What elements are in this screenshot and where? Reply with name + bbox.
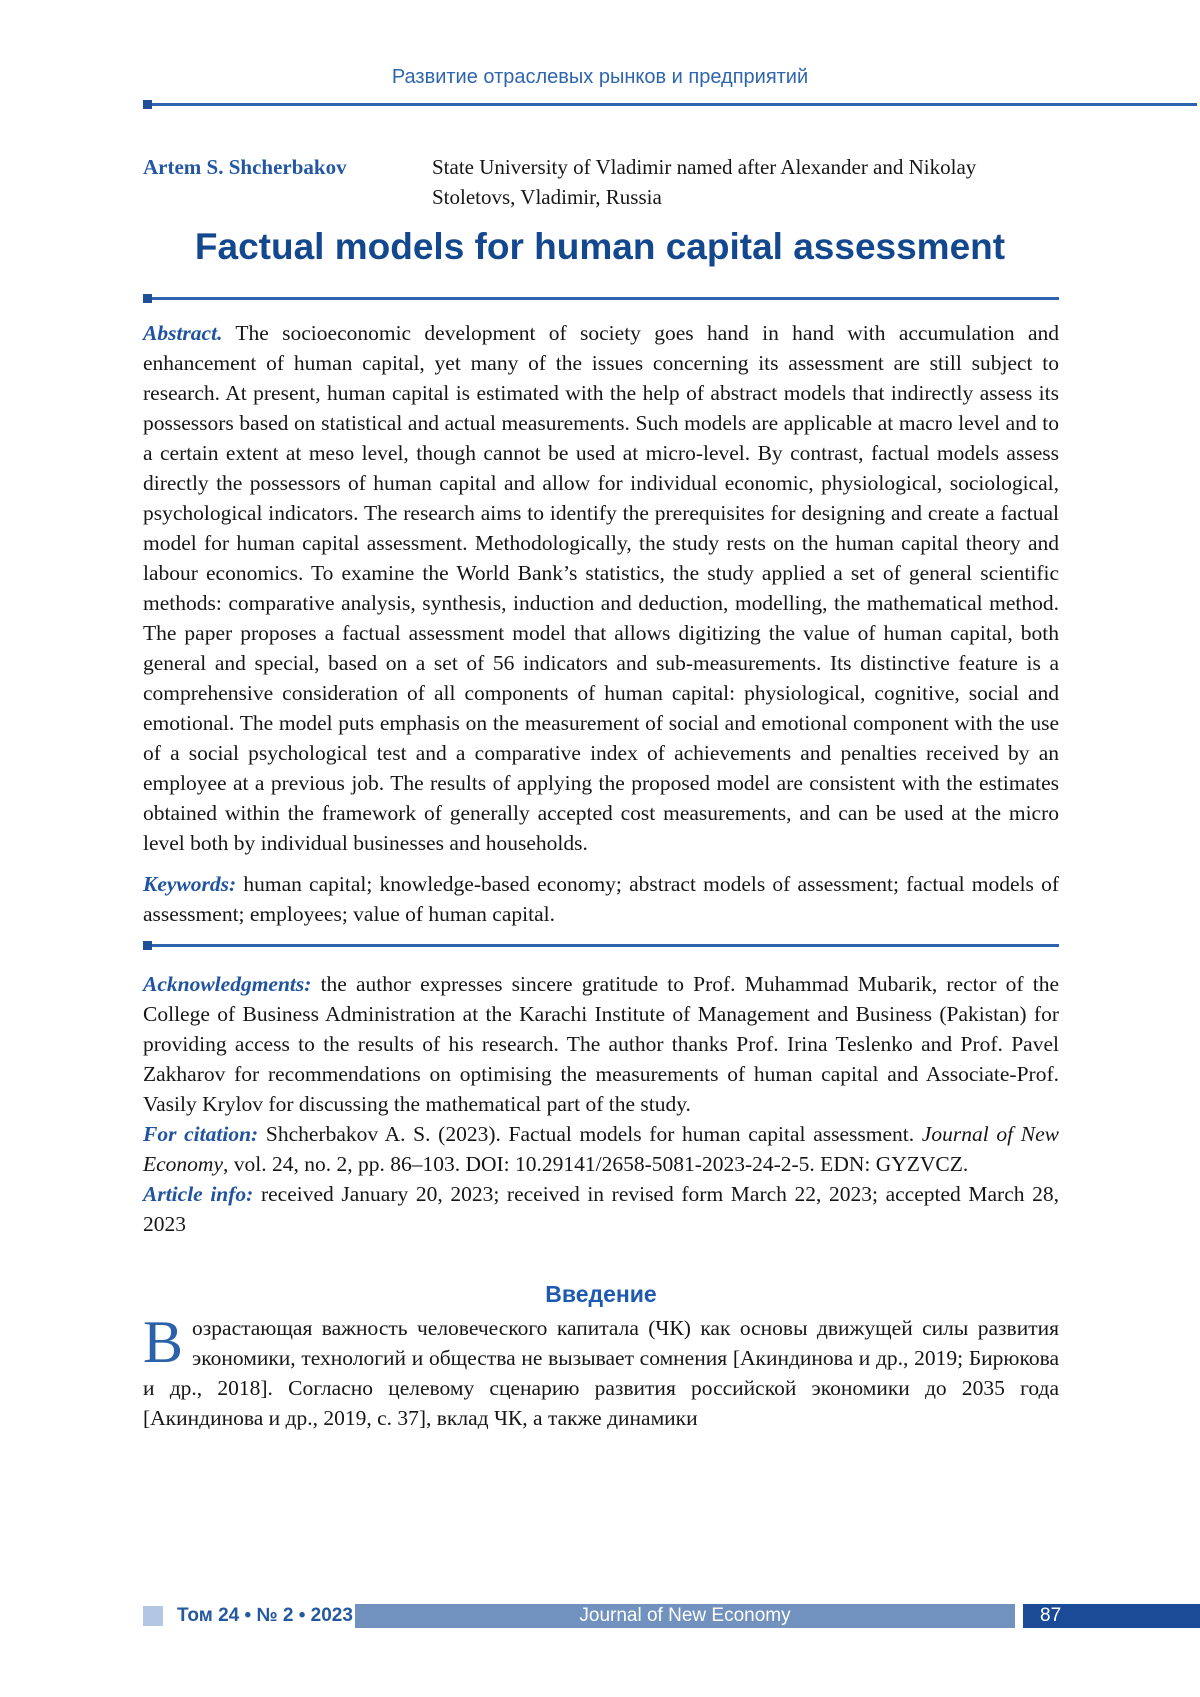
header-rule-square-icon: [143, 100, 152, 109]
author-block: [143, 152, 1059, 212]
introduction-paragraph: [143, 1309, 1059, 1433]
abstract-label: Abstract.: [143, 321, 223, 345]
article-info-text: received January 20, 2023; received in revised form March 22, 2023; accepted March 28, 2023: [143, 1182, 1059, 1236]
abstract-text: The socioeconomic development of society goes hand in hand with accumulation and enhancement of human capital, yet many of the issues concerning its assessment are still subject to research. At present, human capital is estimated with the help of abstract models that indirectly assess its possessors based on statistical and actual measurements. Such models are applicable at macro level and to a certain extent at meso level, though cannot be used at micro-level. By contrast, factual models assess directly the possessors of human capital and allow for individual economic, physiological, sociological, psychological indicators. The research aims to identify the prerequisites for designing and create a factual model for human capital assessment. Methodologically, the study rests on the human capital theory and labour economics. To examine the World Bank’s statistics, the study applied a set of general scientific methods: comparative analysis, synthesis, induction and deduction, modelling, the mathematical method. The paper proposes a factual assessment model that allows digitizing the value of human capital, both general and special, based on a set of 56 indicators and sub-measurements. Its distinctive feature is a comprehensive consideration of all components of human capital: physiological, cognitive, social and emotional. The model puts emphasis on the measurement of social and emotional component with the use of a social psychological test and a comparative index of achievements and penalties received by an employee at a previous job. The results of applying the proposed model are consistent with the estimates obtained within the framework of generally accepted cost measurements, and can be used at the micro level both by individual businesses and households.: [143, 321, 1059, 855]
article-info-label: Article info:: [143, 1182, 254, 1206]
keywords-rule-square-icon: [143, 941, 152, 950]
keywords-label: Keywords:: [143, 872, 237, 896]
article-content: [143, 318, 1059, 1433]
keywords-text: human capital; knowledge-based economy; abstract models of assessment; factual models of assessment; employees; value of human capital.: [143, 872, 1059, 926]
keywords-paragraph: [143, 869, 1059, 929]
citation-label: For citation:: [143, 1122, 259, 1146]
page-number: 87: [1040, 1605, 1062, 1626]
acknowledgments-label: Acknowledgments:: [143, 972, 312, 996]
abstract-paragraph: [143, 318, 1059, 858]
volume-info: Том 24 • № 2 • 2023: [177, 1605, 353, 1626]
keywords-rule: [143, 944, 1059, 947]
footer-square-icon: [143, 1606, 163, 1626]
acknowledgments-text: the author expresses sincere gratitude to Prof. Muhammad Mubarik, rector of the College of Business Administration at the Karachi Institute of Management and Business (Pakistan) for providing access to the results of his research. The author thanks Prof. Irina Teslenko and Prof. Pavel Zakharov for recommendations on optimising the measurements of human capital and Associate-Prof. Vasily Krylov for discussing the mathematical part of the study.: [143, 972, 1059, 1116]
page-footer: [0, 1604, 1200, 1628]
article-info-paragraph: [143, 1179, 1059, 1239]
introduction-heading: Введение: [545, 1281, 657, 1307]
introduction-dropcap: В: [143, 1309, 184, 1375]
header-rule: [143, 103, 1197, 106]
author-name: Artem S. Shcherbakov: [143, 155, 347, 179]
citation-text-end: , vol. 24, no. 2, pp. 86–103. DOI: 10.29141/2658-5081-2023-24-2-5. EDN: GYZVCZ.: [223, 1152, 969, 1176]
running-title: Развитие отраслевых рынков и предприятий: [391, 66, 809, 88]
introduction-text: озрастающая важность человеческого капитала (ЧК) как основы движущей силы развития экономики, технологий и общества не вызывает сомнения [Акиндинова и др., 2019; Бирюкова и др., 2018]. Согласно целевому сценарию развития российской экономики до 2035 года [Акиндинова и др., 2019, с. 37], вклад ЧК, а также динамики: [143, 1316, 1059, 1430]
title-rule: [143, 297, 1059, 300]
journal-name-bar: [355, 1604, 1015, 1628]
acknowledgments-paragraph: [143, 969, 1059, 1119]
author-affiliation: State University of Vladimir named after Alexander and Nikolay Stoletovs, Vladimir, Russia: [432, 155, 977, 209]
journal-name: Journal of New Economy: [579, 1605, 791, 1626]
citation-text-start: Shcherbakov A. S. (2023). Factual models for human capital assessment.: [258, 1122, 922, 1146]
article-title: Factual models for human capital assessment: [194, 226, 1006, 267]
title-rule-square-icon: [143, 294, 152, 303]
citation-journal-name: Journal of New Economy: [143, 1122, 1059, 1176]
page-number-box: [1023, 1604, 1200, 1628]
citation-paragraph: [143, 1119, 1059, 1179]
